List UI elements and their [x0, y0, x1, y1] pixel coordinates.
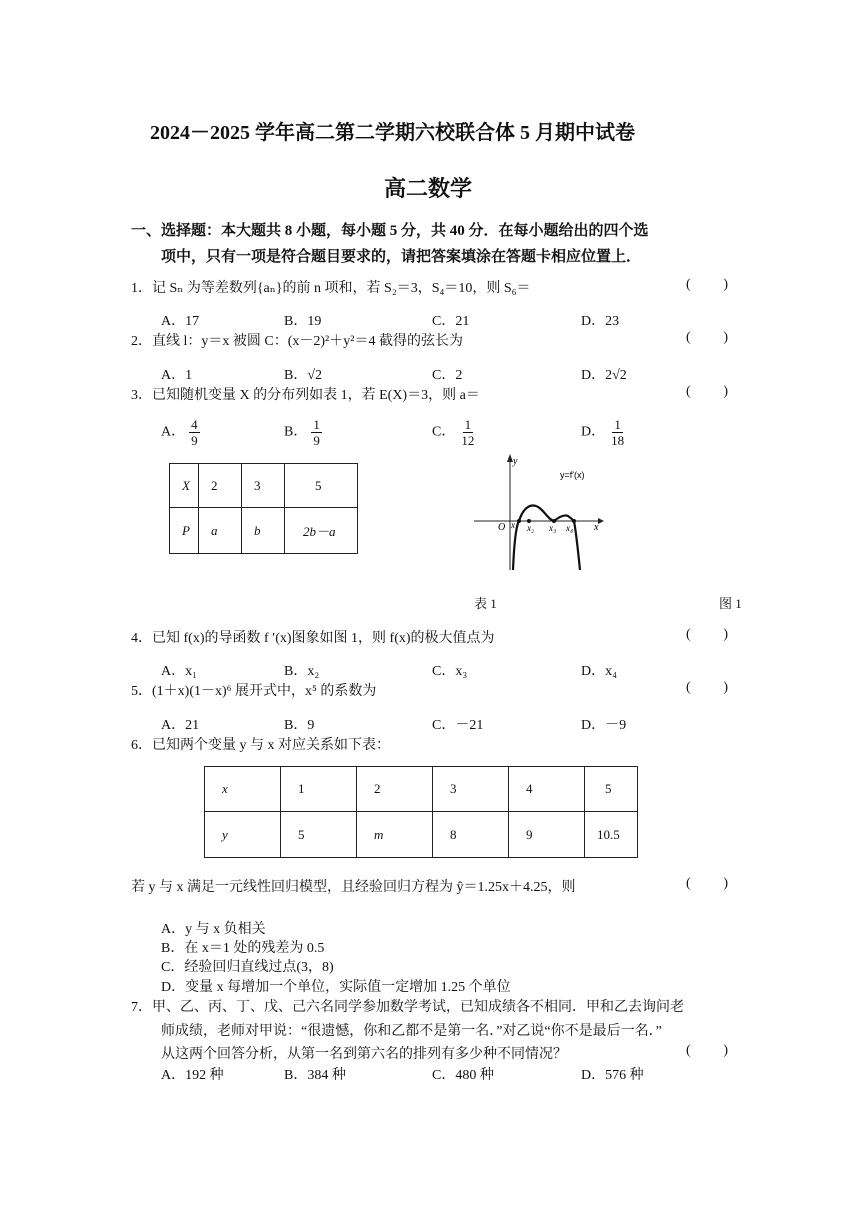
question-5-option-b: B．9 [284, 718, 315, 733]
x4-label: x₄ [566, 523, 574, 533]
x3-label: x₃ [549, 523, 557, 533]
question-1-option-b: B．19 [284, 314, 322, 329]
origin-label: O [498, 522, 506, 533]
question-4-option-a: A．x₁ [161, 664, 197, 679]
table-cell: 1 [281, 767, 357, 812]
derivative-graph [470, 450, 610, 575]
question-5-option-c: C．－21 [432, 718, 484, 733]
question-3-option-b: B． $\frac{1}{9}$ [284, 417, 320, 448]
question-4-option-d: D．x₄ [581, 664, 617, 679]
fraction: $\frac{4}{9}$ [191, 417, 198, 448]
fraction: $\frac{1}{9}$ [313, 417, 320, 448]
table-cell: 8 [433, 812, 509, 858]
question-7-option-a: A．192 种 [161, 1068, 224, 1083]
table-cell: X [170, 464, 199, 508]
curve [513, 506, 580, 570]
question-6-stem: 6．已知两个变量 y 与 x 对应关系如下表： [131, 738, 390, 753]
question-7-line3: 从这两个回答分析，从第一名到第六名的排列有多少种不同情况？ [161, 1047, 567, 1062]
table-caption: 表 1 [474, 596, 497, 611]
section-heading-line1: 一、选择题：本大题共 8 小题，每小题 5 分，共 40 分．在每小题给出的四个选 [131, 223, 649, 239]
answer-paren-6: ( ) [686, 876, 728, 891]
table-cell: 2 [357, 767, 433, 812]
table-cell: P [170, 508, 199, 554]
table-cell: 10.5 [585, 812, 638, 858]
table-cell: 5 [281, 812, 357, 858]
exam-title: 2024－2025 学年高二第二学期六校联合体 5 月期中试卷 [150, 122, 635, 144]
question-3-option-d: D． $\frac{1}{18}$ [581, 417, 625, 448]
subject-title: 高二数学 [384, 176, 473, 201]
x1-label: x₁ [511, 520, 519, 530]
table-cell: 5 [585, 767, 638, 812]
figure-caption: 图 1 [719, 596, 742, 611]
question-2-option-a: A．1 [161, 368, 193, 383]
question-6-option-a: A．y 与 x 负相关 [161, 922, 266, 937]
question-4-option-c: C．x₃ [432, 664, 468, 679]
question-2-option-b: B．√2 [284, 368, 323, 383]
question-7-option-c: C．480 种 [432, 1068, 494, 1083]
question-1-stem: 1．记 Sₙ 为等差数列{aₙ}的前 n 项和，若 S₂＝3，S₄＝10，则 S₆＝ [131, 281, 531, 296]
question-4-option-b: B．x₂ [284, 664, 320, 679]
question-1-option-d: D．23 [581, 314, 620, 329]
x2-label: x₂ [527, 523, 535, 533]
distribution-table [169, 463, 358, 554]
question-6-option-c: C．经验回归直线过点(3，8) [161, 960, 334, 975]
table-cell: 4 [509, 767, 585, 812]
question-6-option-d: D．变量 x 每增加一个单位，实际值一定增加 1.25 个单位 [161, 980, 511, 995]
question-4-stem: 4．已知 f(x)的导函数 f ′(x)图象如图 1，则 f(x)的极大值点为 [131, 631, 495, 646]
fraction: $\frac{1}{18}$ [611, 417, 625, 448]
answer-paren-5: ( ) [686, 680, 728, 695]
question-3-option-a: A． $\frac{4}{9}$ [161, 417, 198, 448]
table-cell: 3 [433, 767, 509, 812]
answer-paren-2: ( ) [686, 330, 728, 345]
question-6-option-b: B．在 x＝1 处的残差为 0.5 [161, 941, 325, 956]
table-cell: b [242, 508, 285, 554]
answer-paren-7: ( ) [686, 1043, 728, 1058]
fraction: $\frac{1}{12}$ [461, 417, 475, 448]
question-1-option-a: A．17 [161, 314, 200, 329]
question-1-option-c: C．21 [432, 314, 470, 329]
question-5-option-a: A．21 [161, 718, 200, 733]
table-cell: y [205, 812, 281, 858]
question-7-option-d: D．576 种 [581, 1068, 644, 1083]
table-cell: 9 [509, 812, 585, 858]
question-6-condition: 若 y 与 x 满足一元线性回归模型，且经验回归方程为 ŷ＝1.25x＋4.25，则 [131, 880, 576, 895]
question-2-option-c: C．2 [432, 368, 463, 383]
answer-paren-4: ( ) [686, 627, 728, 642]
section-heading-line2: 项中，只有一项是符合题目要求的，请把答案填涂在答题卡相应位置上． [161, 249, 642, 265]
y-axis-label: y [513, 456, 518, 467]
table-cell: 2b－a [285, 508, 358, 554]
question-5-option-d: D．－9 [581, 718, 627, 733]
question-7-line2: 师成绩，老师对甲说：“很遗憾，你和乙都不是第一名．”对乙说“你不是最后一名．” [161, 1024, 662, 1039]
x-axis-label: x [594, 522, 599, 533]
table-cell: 2 [199, 464, 242, 508]
question-3-option-c: C． $\frac{1}{12}$ [432, 417, 475, 448]
answer-paren-3: ( ) [686, 384, 728, 399]
question-2-option-d: D．2√2 [581, 368, 627, 383]
table-cell: m [357, 812, 433, 858]
table-cell: 3 [242, 464, 285, 508]
question-3-stem: 3．已知随机变量 X 的分布列如表 1，若 E(X)＝3，则 a＝ [131, 388, 480, 403]
question-2-stem: 2．直线 l：y＝x 被圆 C：(x－2)²＋y²＝4 截得的弦长为 [131, 334, 463, 349]
question-7-line1: 7．甲、乙、丙、丁、戊、己六名同学参加数学考试，已知成绩各不相同．甲和乙去询问老 [131, 1000, 684, 1015]
question-7-option-b: B．384 种 [284, 1068, 346, 1083]
table-cell: a [199, 508, 242, 554]
answer-paren-1: ( ) [686, 277, 728, 292]
regression-table [204, 766, 638, 858]
table-cell: 5 [285, 464, 358, 508]
x-axis-arrow [598, 518, 604, 524]
question-5-stem: 5．(1＋x)(1－x)⁶ 展开式中，x⁵ 的系数为 [131, 684, 377, 699]
function-label: y=f′(x) [560, 470, 585, 480]
table-cell: x [205, 767, 281, 812]
